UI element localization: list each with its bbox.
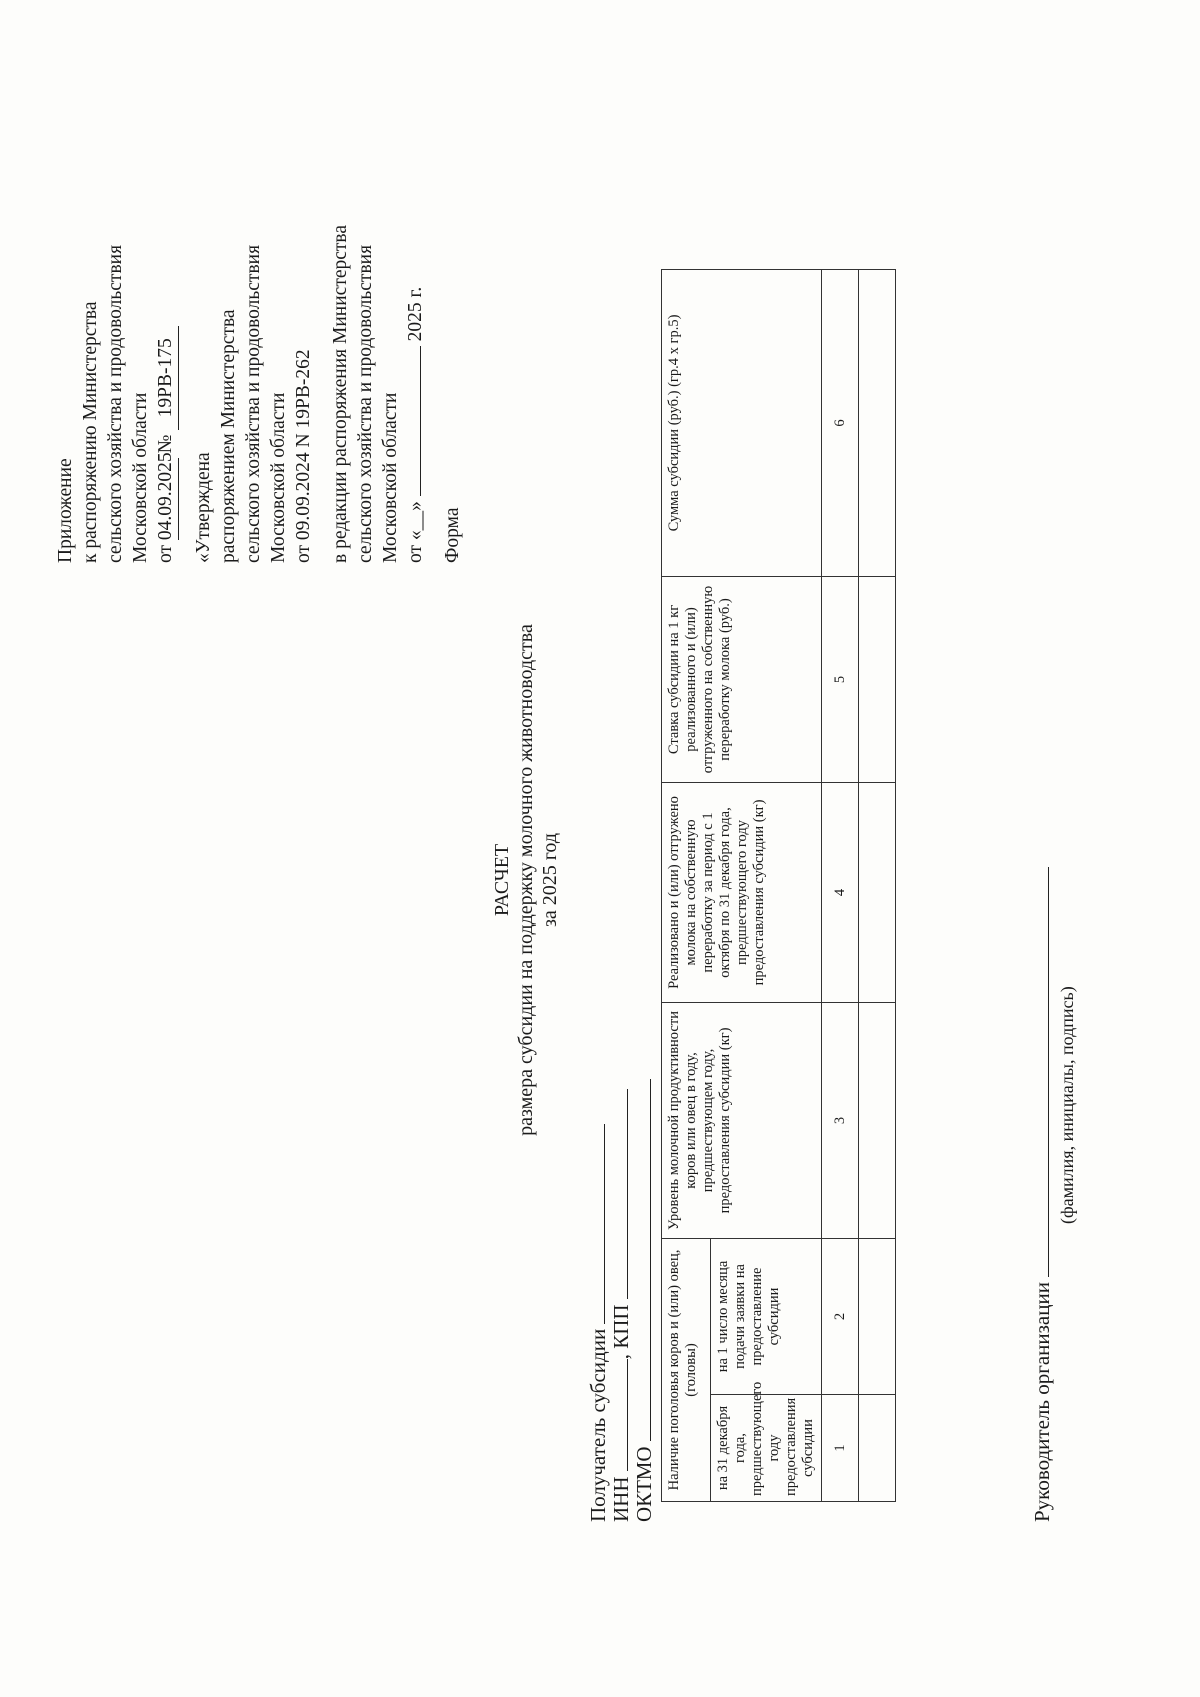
header-livestock-group: Наличие поголовья коров и (или) овец, (головы) [662,1238,711,1501]
edition-line-1: в редакции распоряжения Министерства [330,224,351,563]
table-cell[interactable] [859,269,896,576]
edition-line-3: Московской области [380,392,401,563]
rotated-document [5,70,1155,1690]
inn-kpp-line [610,1079,633,1522]
table-cell[interactable] [859,1395,896,1502]
table-cell[interactable] [859,576,896,782]
header-subsidy-sum: Сумма субсидии (руб.) (гр.4 х гр.5) [662,269,822,576]
header-productivity: Уровень молочной продуктивности коров или овец в году, предшествующем году, предоставления субсидии (кг) [662,1002,822,1238]
column-number: 6 [822,269,859,576]
inn-label: ИНН [609,1476,633,1522]
kpp-blank [627,1089,628,1299]
appendix-number: 19РВ-175 [153,326,179,430]
edition-date-suffix: 2025 г. [405,286,426,342]
title-line-2: размера субсидии на поддержку молочного животноводства [515,624,537,1136]
approved-line-4: Московской области [268,392,289,563]
appendix-line-1: Приложение [55,458,76,563]
recipient-blank [604,1124,605,1324]
approved-line-1: «Утверждена [193,452,214,563]
approved-line-3: сельского хозяйства и продовольствия [243,244,264,563]
signature-caption: (фамилия, инициалы, подпись) [1057,986,1077,1224]
recipient-block [587,1079,656,1522]
edition-date-prefix: от «__» [405,501,426,563]
column-number: 4 [822,782,859,1002]
table-number-row [822,269,859,1501]
header-livestock-month1: на 1 число месяца подачи заявки на предоставление субсидии [711,1238,822,1394]
appendix-line-2: к распоряжению Министерства [80,301,101,563]
appendix-block [53,183,465,563]
inn-blank [627,1359,628,1471]
table-cell[interactable] [859,1002,896,1238]
column-number: 2 [822,1238,859,1394]
document-title [490,370,562,1390]
table-header-row-1 [662,269,711,1501]
appendix-line-4: Московской области [130,392,151,563]
appendix-date: 04.09.2025 [153,458,179,540]
calculation-table [661,269,896,1502]
signature-label: Руководитель организации [1030,1282,1054,1522]
appendix-date-line [153,183,179,563]
column-number: 5 [822,576,859,782]
table-cell[interactable] [859,782,896,1002]
oktmo-blank [650,1079,651,1441]
header-livestock-dec31: на 31 декабря года, предшествующего году предоставления субсидии [711,1395,822,1502]
approved-line-2: распоряжением Министерства [218,309,239,563]
signature-blank[interactable] [1048,867,1049,1277]
column-number: 3 [822,1002,859,1238]
form-label: Форма [442,507,463,563]
title-line-3: за 2025 год [539,832,561,928]
header-sold-milk: Реализовано и (или) отгружено молока на собственную переработку за период с 1 октября по 31 декабря года, предшествующего году предоставления субсидии (кг) [662,782,822,1002]
appendix-number-prefix: № [155,434,176,454]
signature-line [1030,867,1055,1522]
title-line-1: РАСЧЕТ [491,843,513,917]
table-row [859,269,896,1501]
header-rate: Ставка субсидии на 1 кг реализованного и (или) отгруженного на собственную переработку молока (руб.) [662,576,822,782]
edition-date-line [403,183,428,563]
table-cell[interactable] [859,1238,896,1394]
approved-line-5: от 09.09.2024 N 19РВ-262 [293,349,314,563]
appendix-line-3: сельского хозяйства и продовольствия [105,244,126,563]
oktmo-line [633,1079,656,1522]
oktmo-label: ОКТМО [632,1446,656,1522]
edition-date-blank [419,346,421,496]
edition-line-2: сельского хозяйства и продовольствия [355,244,376,563]
column-number: 1 [822,1395,859,1502]
recipient-label: Получатель субсидии [586,1328,610,1522]
kpp-label: , КПП [609,1304,633,1360]
recipient-line [587,1079,610,1522]
appendix-date-prefix: от [155,544,176,563]
